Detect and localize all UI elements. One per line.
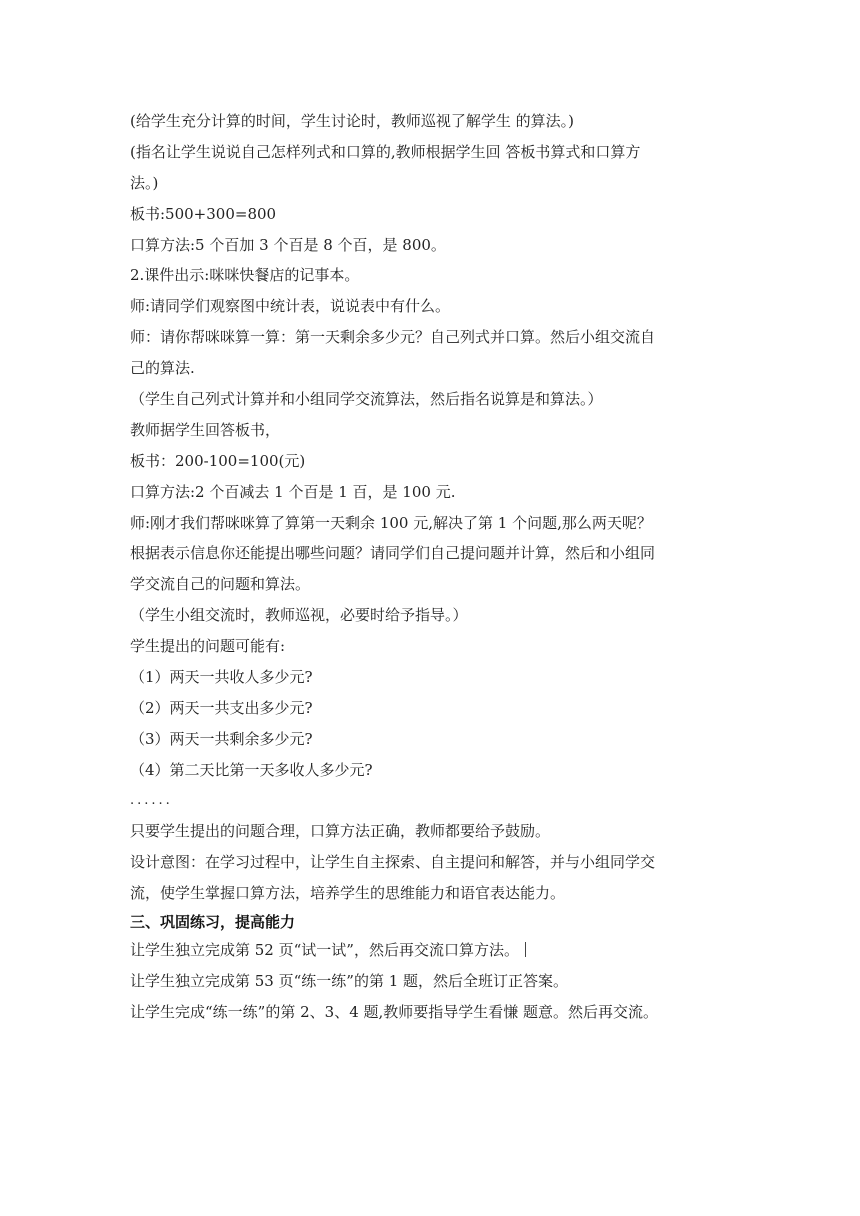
text-line: 口算方法:2 个百减去 1 个百是 1 百，是 100 元. xyxy=(130,482,456,501)
question-item: （3）两天一共剩余多少元? xyxy=(130,729,313,748)
question-item: （4）第二天比第一天多收人多少元? xyxy=(130,760,373,779)
practice-line: 让学生完成“练一练”的第 2、3、4 题,教师要指导学生看慊 题意。然后再交流。 xyxy=(130,1002,659,1021)
text-line: 设计意图：在学习过程中，让学生自主探索、自主提问和解答，并与小组同学交 xyxy=(130,853,656,872)
text-line: 师：请你帮咪咪算一算：第一天剩余多少元？自己列式并口算。然后小组交流自 xyxy=(130,328,656,347)
ellipsis-line: ...... xyxy=(130,792,173,808)
text-line: 学生提出的问题可能有: xyxy=(130,637,286,656)
question-item: （2）两天一共支出多少元? xyxy=(130,698,313,717)
text-line: 根据表示信息你还能提出哪些问题？请同学们自己提问题并计算，然后和小组同 xyxy=(130,544,656,563)
text-line: (指名让学生说说自己怎样列式和口算的,教师根据学生回 答板书算式和口算方 xyxy=(130,142,641,161)
text-line: 流，使学生掌握口算方法，培养学生的思维能力和语官表达能力。 xyxy=(130,884,566,903)
text-line: 法。) xyxy=(130,173,159,192)
text-line: 口算方法:5 个百加 3 个百是 8 个百，是 800。 xyxy=(130,235,446,254)
practice-line xyxy=(130,935,740,966)
text-line: 师:刚才我们帮咪咪算了算第一天剩余 100 元,解决了第 1 个问题,那么两天呢？ xyxy=(130,513,652,532)
text-line: 学交流自己的问题和算法。 xyxy=(130,575,311,594)
text-line: (给学生充分计算的时间，学生讨论时，教师巡视了解学生 的算法。) xyxy=(130,112,574,130)
text-cursor xyxy=(525,942,526,957)
text-line: 板书：200-100=100(元) xyxy=(130,451,306,470)
section-heading: 三、巩固练习，提高能力 xyxy=(130,913,296,932)
text-line: 2.课件出示:咪咪快餐店的记事本。 xyxy=(130,266,360,285)
text-line: 板书:500+300=800 xyxy=(130,204,277,223)
practice-line: 让学生独立完成第 53 页“练一练”的第 1 题，然后全班订正答案。 xyxy=(130,972,569,991)
text-line: 己的算法. xyxy=(130,359,195,378)
text-line: （学生小组交流时，教师巡视，必要时给予指导。） xyxy=(130,606,468,625)
document-body xyxy=(130,106,740,1028)
text-line: （学生自己列式计算并和小组同学交流算法，然后指名说算是和算法。） xyxy=(130,390,603,409)
text-line: 教师据学生回答板书， xyxy=(130,420,281,439)
text-line: 师:请同学们观察图中统计表，说说表中有什么。 xyxy=(130,297,451,316)
practice-text: 让学生独立完成第 52 页“试一试”，然后再交流口算方法。 xyxy=(130,941,519,960)
text-line: 只要学生提出的问题合理，口算方法正确，教师都要给予鼓励。 xyxy=(130,822,551,841)
question-item: （1）两天一共收人多少元? xyxy=(130,668,313,687)
